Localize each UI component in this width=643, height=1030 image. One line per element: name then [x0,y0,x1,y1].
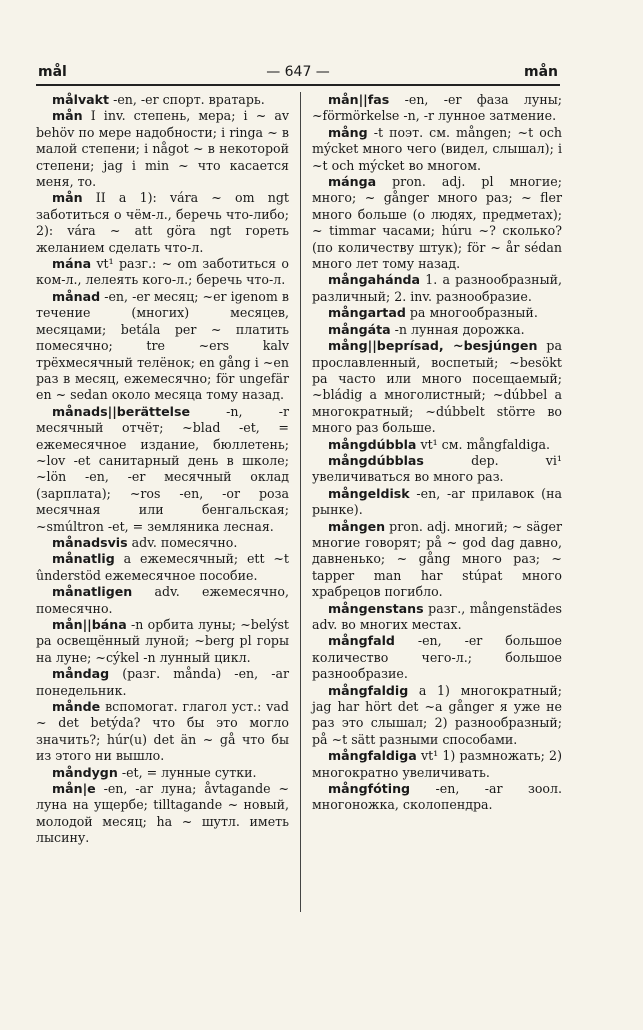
entry-definition: -et, = лунные сутки. [121,764,257,780]
entry-headword: måndag [52,666,110,682]
entry-headword: mån||bána [52,617,127,632]
dictionary-entry [36,765,289,781]
entry-definition: -n лунная дорожка. [394,321,525,337]
dictionary-entry [312,92,562,125]
dictionary-entry [312,453,562,486]
entry-headword: mångahánda [328,272,421,288]
entry-headword: mång [328,124,368,140]
entry-definition: -en, -er большое количество чего-л.; большое разнообразие. [312,633,562,682]
entry-definition: II a 1): vára ~ om ngt заботиться о чём-л., беречь что-либо; 2): vára ~ att göra ngt гореть желанием сделать что-л. [36,190,289,255]
dictionary-entry [312,683,562,749]
entry-headword: mån [52,108,83,124]
entry-definition: -en, -er спорт. вратарь. [113,92,265,107]
entry-headword: målvakt [52,92,110,107]
entry-definition: -en, -ar луна; åvtagande ~ луна на ущербе; tilltagande ~ новый, молодой месяц; ha ~ шутл. иметь лысину. [36,781,289,846]
dictionary-entry [312,305,562,321]
dictionary-entry [36,190,289,256]
dictionary-entry [312,437,562,453]
entry-headword: mångdúbbla [328,436,417,452]
dictionary-entry [312,486,562,519]
entry-definition: adv. ежемесячно, помесячно. [36,584,289,616]
entry-definition: a ежемесячный; ett ~t ûnderstöd ежемесячное пособие. [36,551,289,583]
dictionary-entry [36,108,289,190]
dictionary-entry [312,125,562,174]
dictionary-entry [36,256,289,289]
entry-headword: månad [52,288,101,304]
dictionary-entry [36,781,289,847]
entry-definition: 1. a разнообразный, различный; 2. inv. разнообразие. [312,272,562,304]
entry-definition: -t поэт. см. mången; ~t och mýcket много чего (видел, слышал); i ~t och mýcket во многом. [312,124,562,173]
entry-definition: -n, -r месячный отчёт; ~blad -et, = ежемесячное издание, бюллетень; ~lov -et санитарный день в школе; ~lön -en, -er месячный оклад (зарплата); ~ros -en, -or роза месячная или бенгальская; ~smúltron -et, = земляника лесная. [36,403,289,534]
dictionary-entry [36,289,289,404]
entry-definition: pron. adj. pl многие; много; ~ gånger много раз; ~ fler много больше (о людях, предметах); ~ timmar часами; húru ~? сколько? (по количеству штук); för ~ år sédan много лет тому назад. [312,174,562,272]
dictionary-entry [312,519,562,601]
page-header [36,58,560,86]
dictionary-entry [312,174,562,272]
entry-definition: -n орбита луны; ~belýst pa освещённый луной; ~berg pl горы на луне; ~cýkel -n лунный цикл. [36,617,289,665]
dictionary-entry [36,535,289,551]
dictionary-entry [312,781,562,814]
dictionary-entry [36,584,289,617]
entry-headword: måndygn [52,764,118,780]
entry-definition: dep. vi¹ увеличиваться во много раз. [312,452,562,485]
column-divider [300,92,301,912]
right-guide-word: mån [523,64,558,80]
dictionary-entry [312,633,562,682]
entry-headword: månads||berättelse [52,403,190,419]
entry-definition: -en, -er фаза луны; ~förmörkelse -n, -r лунное затмение. [312,92,562,124]
entry-definition: -en, -er месяц; ~er igenom в течение (многих) месяцев, месяцами; betála per ~ платить помесячно; tre ~ers kalv трёхмесячный телёнок; en gång i ~en раз в месяц, ежемесячно; för ungefär en ~ sedan около месяца тому назад. [36,288,289,403]
entry-headword: mången [328,518,386,534]
entry-headword: mån [52,190,83,206]
dictionary-entry [36,617,289,666]
entry-headword: månadsvis [52,534,128,550]
dictionary-entry [312,338,562,436]
entry-definition: pa прославленный, воспетый; ~besökt pa часто или много посещаемый; ~bládig a многолистный; ~dúbbel a многократный; ~dúbbelt större во много раз больше. [312,338,562,436]
page-number: — 647 — [266,64,330,80]
entry-headword: mån||fas [328,92,390,107]
entry-headword: mångfaldig [328,682,409,698]
entry-headword: mångfaldiga [328,748,417,764]
dictionary-entry [36,551,289,584]
entry-headword: mána [52,256,92,272]
entry-definition: вспомогат. глагол уст.: vad ~ det betýda? что бы это могло значить?; húr(u) det än ~ gå что бы из этого ни вышло. [36,699,289,764]
entry-definition: pa многообразный. [409,305,538,321]
entry-definition: разг., mångenstädes adv. во многих местах. [312,600,562,632]
left-guide-word: mål [38,64,67,80]
entry-headword: mångdúbblas [328,452,424,468]
entry-headword: månde [52,699,101,715]
dictionary-entry [36,666,289,699]
entry-headword: mánga [328,174,377,190]
entry-definition: (разг. månda) -en, -ar понедельник. [36,666,289,698]
entry-headword: mångfóting [328,781,411,797]
dictionary-entry [36,404,289,535]
entry-definition: I inv. степень, мера; i ~ av behöv по мере надобности; i ringa ~ в малой степени; i något ~ в некоторой степени; jag i min ~ что касается меня, то. [36,108,289,190]
right-column [312,92,562,814]
entry-headword: mång||beprísad, ~besjúngen [328,338,538,354]
entry-definition: -en, -ar зоол. многоножка, сколопендра. [312,781,562,813]
entry-definition: vt¹ см. mångfaldiga. [420,436,551,452]
dictionary-entry [312,601,562,634]
entry-definition: a 1) многократный; jag har hört det ~a gånger я уже не раз это слышал; 2) разнообразный; på ~t sätt разными способами. [312,682,562,747]
entry-headword: mångenstans [328,600,424,616]
dictionary-entry [36,699,289,765]
dictionary-entry [312,322,562,338]
entry-headword: mångáta [328,321,391,337]
entry-headword: mångartad [328,305,406,321]
entry-headword: mångfald [328,633,395,649]
entry-headword: månatligen [52,584,133,600]
entry-headword: mångeldisk [328,485,410,501]
entry-headword: mån|e [52,781,96,797]
entry-headword: månatlig [52,551,115,567]
entry-definition: vt¹ 1) размножать; 2) многократно увеличивать. [312,748,562,780]
dictionary-entry [312,272,562,305]
entry-definition: adv. помесячно. [131,534,238,550]
dictionary-entry [312,748,562,781]
dictionary-entry [36,92,289,108]
entry-definition: vt¹ разг.: ~ om заботиться о ком-л., лелеять кого-л.; беречь что-л. [36,256,289,288]
entry-definition: -en, -ar прилавок (на рынке). [312,485,562,518]
left-column [36,92,289,847]
entry-definition: pron. adj. многий; ~ säger многие говорят; på ~ god dag давно, давненько; ~ gång много раз; ~ tapper man har stúpat много храбрецов погибло. [312,518,562,600]
